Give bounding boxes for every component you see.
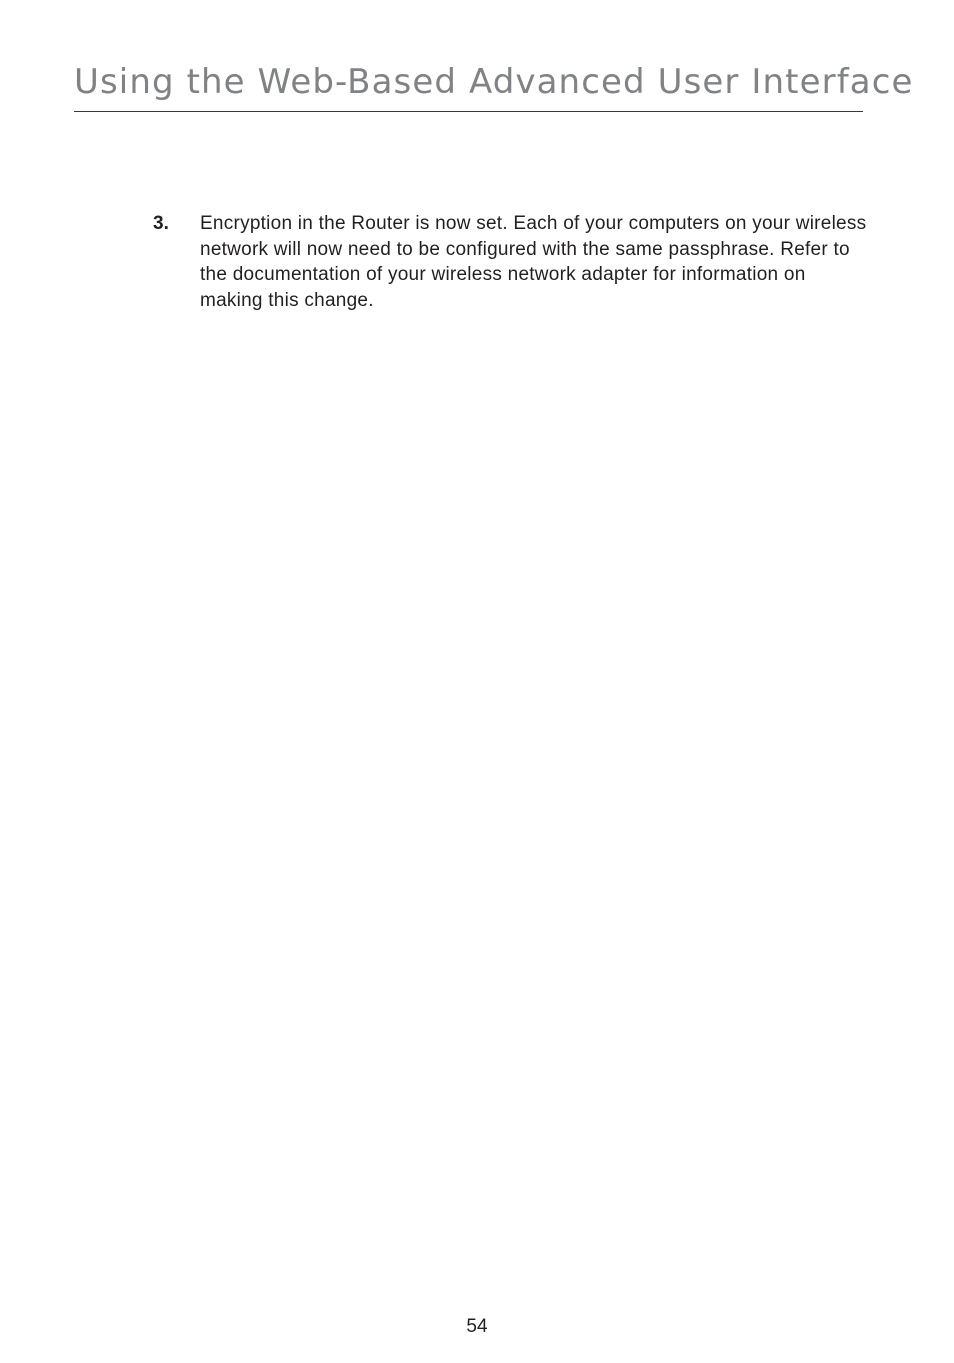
page-title: Using the Web-Based Advanced User Interface	[74, 62, 914, 102]
page-header	[74, 58, 914, 112]
step-number: 3.	[153, 213, 169, 234]
page-number: 54	[466, 1316, 488, 1337]
step-text: Encryption in the Router is now set. Each of your computers on your wireless network will now need to be configured with the same passphrase. Refer to the documentation of your wireless network adapter for information on making this change.	[200, 213, 867, 311]
